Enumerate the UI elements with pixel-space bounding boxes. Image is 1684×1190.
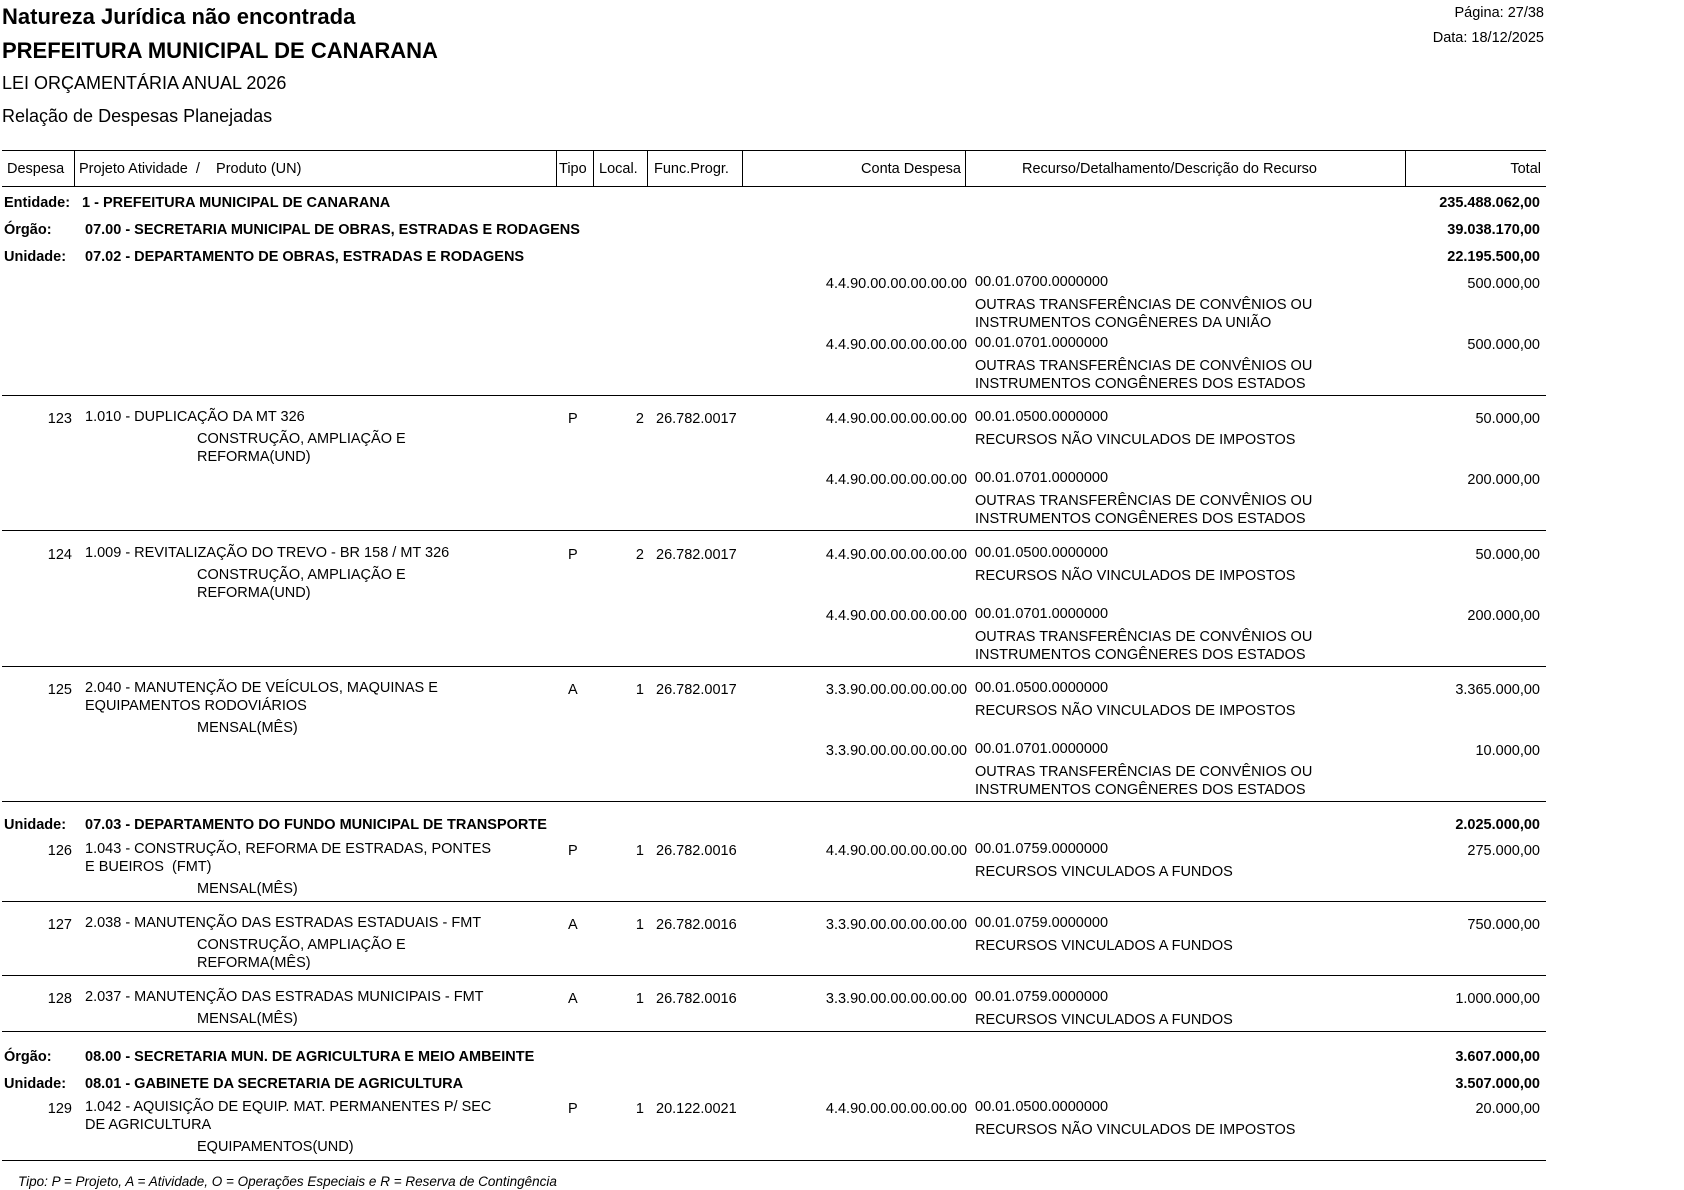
tipo: A: [568, 917, 578, 933]
unidade-total: 2.025.000,00: [1455, 817, 1540, 833]
col-divider: [647, 150, 648, 187]
produto: REFORMA(MÊS): [197, 955, 311, 971]
despesa-number: 128: [47, 991, 72, 1007]
local: 1: [635, 843, 644, 859]
unidade-label: Unidade:: [4, 1076, 67, 1092]
col-divider: [965, 150, 966, 187]
line-total: 3.365.000,00: [1455, 682, 1540, 698]
unidade-name: 08.01 - GABINETE DA SECRETARIA DE AGRICULTURA: [85, 1076, 464, 1092]
col-divider: [74, 150, 75, 187]
recurso-codigo: 00.01.0759.0000000: [975, 989, 1109, 1005]
unidade-total: 3.507.000,00: [1455, 1076, 1540, 1092]
produto: CONSTRUÇÃO, AMPLIAÇÃO E: [197, 937, 406, 953]
orgao-total: 3.607.000,00: [1455, 1049, 1540, 1065]
tipo: P: [568, 1101, 578, 1117]
local: 1: [635, 917, 644, 933]
produto: REFORMA(UND): [197, 585, 311, 601]
law-subtitle: LEI ORÇAMENTÁRIA ANUAL 2026: [2, 73, 287, 93]
produto: EQUIPAMENTOS(UND): [197, 1139, 354, 1155]
col-total: Total: [1510, 161, 1541, 177]
municipality-title: PREFEITURA MUNICIPAL DE CANARANA: [2, 38, 438, 63]
recurso-descricao: INSTRUMENTOS CONGÊNERES DOS ESTADOS: [975, 376, 1306, 392]
recurso-descricao: RECURSOS VINCULADOS A FUNDOS: [975, 864, 1233, 880]
col-recurso: Recurso/Detalhamento/Descrição do Recurso: [1022, 161, 1317, 177]
projeto-atividade: 2.037 - MANUTENÇÃO DAS ESTRADAS MUNICIPAIS - FMT: [85, 989, 484, 1005]
despesa-number: 127: [47, 917, 72, 933]
recurso-descricao: OUTRAS TRANSFERÊNCIAS DE CONVÊNIOS OU: [975, 297, 1313, 313]
recurso-descricao: INSTRUMENTOS CONGÊNERES DOS ESTADOS: [975, 647, 1306, 663]
unidade-label: Unidade:: [4, 817, 67, 833]
page-number: Página: 27/38: [1454, 5, 1544, 21]
projeto-atividade: 1.043 - CONSTRUÇÃO, REFORMA DE ESTRADAS, PONTES: [85, 841, 492, 857]
projeto-atividade: 1.042 - AQUISIÇÃO DE EQUIP. MAT. PERMANENTES P/ SEC: [85, 1099, 492, 1115]
col-projeto: Projeto Atividade / Produto (UN): [79, 161, 302, 177]
local: 2: [635, 411, 644, 427]
conta-despesa: 3.3.90.00.00.00.00.00: [825, 917, 967, 933]
col-func: Func.Progr.: [654, 161, 729, 177]
row-separator: [2, 975, 1546, 976]
conta-despesa: 4.4.90.00.00.00.00.00: [825, 337, 967, 353]
tipo: P: [568, 547, 578, 563]
conta-despesa: 4.4.90.00.00.00.00.00: [825, 843, 967, 859]
row-separator: [2, 530, 1546, 531]
recurso-descricao: INSTRUMENTOS CONGÊNERES DOS ESTADOS: [975, 782, 1306, 798]
recurso-codigo: 00.01.0700.0000000: [975, 274, 1109, 290]
projeto-atividade: 1.009 - REVITALIZAÇÃO DO TREVO - BR 158 / MT 326: [85, 545, 450, 561]
recurso-descricao: OUTRAS TRANSFERÊNCIAS DE CONVÊNIOS OU: [975, 358, 1313, 374]
report-date: Data: 18/12/2025: [1432, 30, 1544, 46]
recurso-descricao: RECURSOS NÃO VINCULADOS DE IMPOSTOS: [975, 432, 1296, 448]
recurso-codigo: 00.01.0500.0000000: [975, 680, 1109, 696]
produto: CONSTRUÇÃO, AMPLIAÇÃO E: [197, 567, 406, 583]
despesa-number: 126: [47, 843, 72, 859]
orgao-total: 39.038.170,00: [1447, 222, 1540, 238]
projeto-atividade: 1.010 - DUPLICAÇÃO DA MT 326: [85, 409, 305, 425]
recurso-descricao: RECURSOS VINCULADOS A FUNDOS: [975, 1012, 1233, 1028]
row-separator: [2, 395, 1546, 396]
tipo: A: [568, 991, 578, 1007]
projeto-atividade: DE AGRICULTURA: [85, 1117, 212, 1133]
despesa-number: 125: [47, 682, 72, 698]
recurso-descricao: RECURSOS VINCULADOS A FUNDOS: [975, 938, 1233, 954]
tipo: A: [568, 682, 578, 698]
despesa-number: 124: [47, 547, 72, 563]
recurso-codigo: 00.01.0701.0000000: [975, 335, 1109, 351]
conta-despesa: 3.3.90.00.00.00.00.00: [825, 991, 967, 1007]
entidade-name: 1 - PREFEITURA MUNICIPAL DE CANARANA: [82, 195, 391, 211]
recurso-descricao: INSTRUMENTOS CONGÊNERES DOS ESTADOS: [975, 511, 1306, 527]
recurso-descricao: RECURSOS NÃO VINCULADOS DE IMPOSTOS: [975, 1122, 1296, 1138]
line-total: 10.000,00: [1475, 743, 1540, 759]
func-progr: 26.782.0016: [656, 917, 737, 933]
produto: MENSAL(MÊS): [197, 720, 298, 736]
line-total: 50.000,00: [1475, 547, 1540, 563]
recurso-codigo: 00.01.0701.0000000: [975, 741, 1109, 757]
func-progr: 26.782.0017: [656, 411, 737, 427]
despesa-number: 123: [47, 411, 72, 427]
orgao-label: Órgão:: [4, 222, 52, 238]
func-progr: 26.782.0016: [656, 843, 737, 859]
recurso-codigo: 00.01.0500.0000000: [975, 545, 1109, 561]
projeto-atividade: 2.040 - MANUTENÇÃO DE VEÍCULOS, MAQUINAS E: [85, 680, 438, 696]
recurso-descricao: INSTRUMENTOS CONGÊNERES DA UNIÃO: [975, 315, 1272, 331]
conta-despesa: 3.3.90.00.00.00.00.00: [825, 743, 967, 759]
line-total: 20.000,00: [1475, 1101, 1540, 1117]
line-total: 1.000.000,00: [1455, 991, 1540, 1007]
col-divider: [593, 150, 594, 187]
projeto-atividade: EQUIPAMENTOS RODOVIÁRIOS: [85, 698, 307, 714]
produto: MENSAL(MÊS): [197, 881, 298, 897]
recurso-codigo: 00.01.0759.0000000: [975, 915, 1109, 931]
line-total: 200.000,00: [1467, 608, 1540, 624]
recurso-codigo: 00.01.0500.0000000: [975, 409, 1109, 425]
recurso-codigo: 00.01.0701.0000000: [975, 470, 1109, 486]
conta-despesa: 4.4.90.00.00.00.00.00: [825, 472, 967, 488]
row-separator: [2, 901, 1546, 902]
recurso-descricao: RECURSOS NÃO VINCULADOS DE IMPOSTOS: [975, 703, 1296, 719]
conta-despesa: 4.4.90.00.00.00.00.00: [825, 547, 967, 563]
recurso-descricao: OUTRAS TRANSFERÊNCIAS DE CONVÊNIOS OU: [975, 764, 1313, 780]
local: 1: [635, 682, 644, 698]
header-top-line: [2, 150, 1546, 151]
col-despesa: Despesa: [7, 161, 65, 177]
tipo-legend: Tipo: P = Projeto, A = Atividade, O = Operações Especiais e R = Reserva de Contingência: [18, 1174, 557, 1189]
local: 1: [635, 991, 644, 1007]
row-separator: [2, 1160, 1546, 1161]
tipo: P: [568, 843, 578, 859]
line-total: 275.000,00: [1467, 843, 1540, 859]
local: 2: [635, 547, 644, 563]
func-progr: 26.782.0016: [656, 991, 737, 1007]
line-total: 200.000,00: [1467, 472, 1540, 488]
recurso-codigo: 00.01.0701.0000000: [975, 606, 1109, 622]
header-bottom-line: [2, 186, 1546, 187]
orgao-name: 07.00 - SECRETARIA MUNICIPAL DE OBRAS, ESTRADAS E RODAGENS: [85, 222, 580, 238]
func-progr: 20.122.0021: [656, 1101, 737, 1117]
report-title: Natureza Jurídica não encontrada: [2, 4, 356, 29]
projeto-atividade: E BUEIROS (FMT): [85, 859, 212, 875]
projeto-atividade: 2.038 - MANUTENÇÃO DAS ESTRADAS ESTADUAIS - FMT: [85, 915, 482, 931]
recurso-descricao: OUTRAS TRANSFERÊNCIAS DE CONVÊNIOS OU: [975, 493, 1313, 509]
conta-despesa: 4.4.90.00.00.00.00.00: [825, 276, 967, 292]
func-progr: 26.782.0017: [656, 547, 737, 563]
line-total: 750.000,00: [1467, 917, 1540, 933]
despesa-number: 129: [47, 1101, 72, 1117]
unidade-total: 22.195.500,00: [1447, 249, 1540, 265]
produto: CONSTRUÇÃO, AMPLIAÇÃO E: [197, 431, 406, 447]
recurso-codigo: 00.01.0500.0000000: [975, 1099, 1109, 1115]
produto: MENSAL(MÊS): [197, 1011, 298, 1027]
recurso-codigo: 00.01.0759.0000000: [975, 841, 1109, 857]
unidade-label: Unidade:: [4, 249, 67, 265]
entidade-total: 235.488.062,00: [1439, 195, 1540, 211]
unidade-name: 07.02 - DEPARTAMENTO DE OBRAS, ESTRADAS E RODAGENS: [85, 249, 525, 265]
orgao-label: Órgão:: [4, 1049, 52, 1065]
col-local: Local.: [599, 161, 638, 177]
col-tipo: Tipo: [559, 161, 587, 177]
row-separator: [2, 1031, 1546, 1032]
orgao-name: 08.00 - SECRETARIA MUN. DE AGRICULTURA E MEIO AMBEINTE: [85, 1049, 535, 1065]
line-total: 50.000,00: [1475, 411, 1540, 427]
col-conta: Conta Despesa: [861, 161, 961, 177]
line-total: 500.000,00: [1467, 337, 1540, 353]
conta-despesa: 3.3.90.00.00.00.00.00: [825, 682, 967, 698]
conta-despesa: 4.4.90.00.00.00.00.00: [825, 411, 967, 427]
tipo: P: [568, 411, 578, 427]
entidade-label: Entidade:: [4, 195, 71, 211]
col-divider: [556, 150, 557, 187]
conta-despesa: 4.4.90.00.00.00.00.00: [825, 608, 967, 624]
func-progr: 26.782.0017: [656, 682, 737, 698]
row-separator: [2, 666, 1546, 667]
produto: REFORMA(UND): [197, 449, 311, 465]
conta-despesa: 4.4.90.00.00.00.00.00: [825, 1101, 967, 1117]
report-subtitle: Relação de Despesas Planejadas: [2, 106, 273, 126]
row-separator: [2, 801, 1546, 802]
unidade-name: 07.03 - DEPARTAMENTO DO FUNDO MUNICIPAL DE TRANSPORTE: [85, 817, 547, 833]
local: 1: [635, 1101, 644, 1117]
recurso-descricao: RECURSOS NÃO VINCULADOS DE IMPOSTOS: [975, 568, 1296, 584]
recurso-descricao: OUTRAS TRANSFERÊNCIAS DE CONVÊNIOS OU: [975, 629, 1313, 645]
line-total: 500.000,00: [1467, 276, 1540, 292]
